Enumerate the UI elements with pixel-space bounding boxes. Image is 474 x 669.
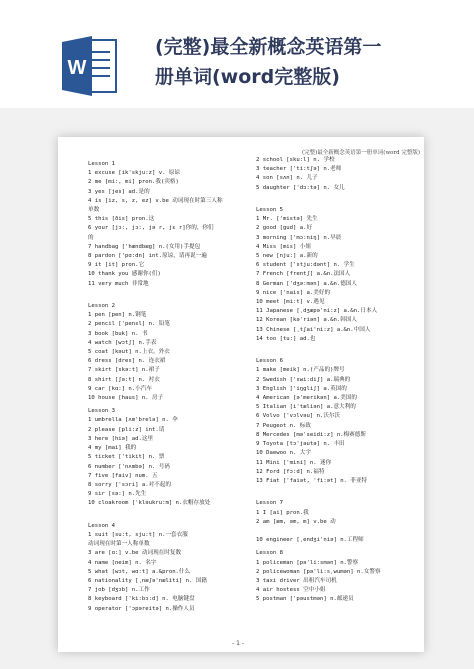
vocabulary-line: 3 book [buk] n. 书 xyxy=(88,330,148,337)
vocabulary-line: 4 is [iz, s, z, ez] v.be 动词现在时第三人称 xyxy=(88,197,223,204)
vocabulary-line: 2 please [pli:z] int.请 xyxy=(88,426,165,433)
vocabulary-line: 9 sir [sə:] n.先生 xyxy=(88,491,147,498)
vocabulary-line: 9 it [it] pron.它 xyxy=(88,262,145,269)
vocabulary-line: 7 handbag ['hændbæg] n.(女用)手提包 xyxy=(88,243,201,250)
vocabulary-line: 1 pen [pen] n.钢笔 xyxy=(88,312,147,319)
vocabulary-line: 1 excuse [ik'skju:z] v. 原谅 xyxy=(88,170,181,177)
vocabulary-column-left xyxy=(88,156,250,614)
title-banner xyxy=(0,0,474,108)
vocabulary-line: 7 Peugeot n. 标致 xyxy=(256,422,311,429)
vocabulary-line: 8 German ['dʒə:mən] a.&n.德国人 xyxy=(256,280,357,287)
svg-text:W: W xyxy=(67,57,87,79)
vocabulary-line: 1 Mr. ['mistə] 先生 xyxy=(256,216,318,223)
vocabulary-line: 动词现在时第一人称单数 xyxy=(88,541,150,548)
vocabulary-line: 1 suit [su:t, sju:t] n.一套衣服 xyxy=(88,531,188,538)
vocabulary-line: 3 teacher ['ti:tʃə] n.老师 xyxy=(256,166,342,173)
vocabulary-line: 7 French [frentʃ] a.&n.法国人 xyxy=(256,271,351,278)
lesson-heading: Lesson 5 xyxy=(256,207,283,214)
vocabulary-line: 1 I [ai] pron.我 xyxy=(256,509,309,516)
vocabulary-line xyxy=(256,193,424,202)
vocabulary-line: 3 yes [jes] ad.是的 xyxy=(88,188,150,195)
vocabulary-line: 2 pencil ['pensl] n. 铅笔 xyxy=(88,321,170,328)
vocabulary-line: 11 very much 非常地 xyxy=(88,280,149,287)
vocabulary-line: 1 umbrella [ʌm'brelə] n. 伞 xyxy=(88,417,178,424)
vocabulary-line: 12 Ford [fɔ:d] n.福特 xyxy=(256,468,325,475)
vocabulary-line: 5 postman ['pəustmən] n.邮递员 xyxy=(256,596,354,603)
vocabulary-line: 10 meet [mi:t] v.遇见 xyxy=(256,299,325,306)
vocabulary-line: 2 am [æm, əm, m] v.be 动 xyxy=(256,518,336,525)
vocabulary-line: 单数 xyxy=(88,207,100,214)
word-document-icon xyxy=(60,34,118,98)
vocabulary-line: 4 American [ə'merikən] a.美国的 xyxy=(256,395,357,402)
page-number: - 1 - xyxy=(232,640,244,647)
vocabulary-line: 10 house [haus] n. 房子 xyxy=(88,395,164,402)
vocabulary-line: 9 Toyota [tɔ'jəutə] n. 丰田 xyxy=(256,441,345,448)
vocabulary-line: 6 dress [dres] n. 连衣裙 xyxy=(88,358,166,365)
vocabulary-line: 14 too [tu:] ad.也 xyxy=(256,335,316,342)
vocabulary-line: 5 daughter ['dɔ:tə] n. 女儿 xyxy=(256,184,345,191)
vocabulary-line: 5 Italian [i'tæliən] a.意大利的 xyxy=(256,404,356,411)
lesson-heading: Lesson 6 xyxy=(256,358,283,365)
vocabulary-line: 6 nationality [ˌnæʃə'næliti] n. 国籍 xyxy=(88,577,207,584)
vocabulary-line: 2 good [gud] a.好 xyxy=(256,225,313,232)
vocabulary-line: 10 engineer [ˌendʒi'niə] n.工程师 xyxy=(256,537,364,544)
vocabulary-line: 10 thank you 感谢你(们) xyxy=(88,271,161,278)
page-header-note: (完整)最全新概念英语第一册单词(word 完整版) xyxy=(302,150,421,156)
vocabulary-line: 8 sorry ['sɔri] a.对不起的 xyxy=(88,481,171,488)
vocabulary-line: 9 nice ['nais] a.美好的 xyxy=(256,289,331,296)
vocabulary-line: 5 this [ðis] pron.这 xyxy=(88,216,155,223)
vocabulary-line: 9 car [kɑ:] n.小汽车 xyxy=(88,385,152,392)
vocabulary-line: 12 Korean [kə'riən] a.&n.韩国人 xyxy=(256,317,357,324)
vocabulary-line: 10 cloakroom ['kləukru:m] n.衣帽存放处 xyxy=(88,500,211,507)
vocabulary-line: 5 ticket ['tikit] n. 票 xyxy=(88,454,165,461)
vocabulary-line: 7 job [dʒɔb] n.工作 xyxy=(88,587,150,594)
vocabulary-line: 7 five [faiv] num. 五 xyxy=(88,472,158,479)
vocabulary-line: 4 watch [wɔtʃ] n.手表 xyxy=(88,339,157,346)
vocabulary-line: 1 make [meik] n.(产品的)牌号 xyxy=(256,367,345,374)
vocabulary-line: 6 student ['stju:dənt] n. 学生 xyxy=(256,262,355,269)
lesson-heading: Lesson 4 xyxy=(88,522,115,529)
vocabulary-line: 8 pardon ['pɑ:dn] int.原谅，请再说一遍 xyxy=(88,253,207,260)
lesson-heading: Lesson 3 xyxy=(88,408,115,415)
vocabulary-line: 3 here [hiə] ad.这里 xyxy=(88,435,154,442)
vocabulary-line: 6 your [jɔ:, jɔ:, jə r, jɛ r]你的，你们 xyxy=(88,225,214,232)
lesson-heading: Lesson 2 xyxy=(88,303,115,310)
vocabulary-line: 2 me [mi:, mi] pron.我(宾格) xyxy=(88,179,179,186)
lesson-heading: Lesson 8 xyxy=(256,550,283,557)
vocabulary-line: 的 xyxy=(88,234,94,241)
vocabulary-line: 2 school [sku:l] n. 学校 xyxy=(256,157,335,163)
vocabulary-line: 4 son [sʌn] n. 儿子 xyxy=(256,175,318,182)
vocabulary-line: 5 coat [kəut] n.上衣，外衣 xyxy=(88,349,170,356)
vocabulary-line xyxy=(256,527,424,536)
vocabulary-line: 4 air hostess 空中小姐 xyxy=(256,587,326,594)
vocabulary-line: 3 English ['iŋgliʃ] a.英国的 xyxy=(256,385,347,392)
vocabulary-line: 13 Fiat ['faiət, 'fi:ət] n. 菲亚特 xyxy=(256,477,368,484)
vocabulary-line: 10 Daewoo n. 大宇 xyxy=(256,450,311,457)
vocabulary-line: 8 Mercedes [mə'seidi:z] n.梅赛德斯 xyxy=(256,431,366,438)
lesson-heading: Lesson 7 xyxy=(256,500,283,507)
vocabulary-column-right xyxy=(256,156,424,605)
vocabulary-line xyxy=(88,289,250,298)
vocabulary-line: 11 Japanese [ˌdʒæpə'ni:z] a.&n.日本人 xyxy=(256,308,378,315)
vocabulary-line: 3 morning ['mɔ:niŋ] n.早晨 xyxy=(256,234,342,241)
vocabulary-line: 6 Volvo ['vɔlvəu] n.沃尔沃 xyxy=(256,413,341,420)
vocabulary-line: 5 new [nju:] a.新的 xyxy=(256,253,318,260)
vocabulary-line: 3 taxi driver 出租汽车司机 xyxy=(256,577,337,584)
vocabulary-line: 9 operator ['ɔpəreitə] n.操作人员 xyxy=(88,605,195,612)
vocabulary-line: 3 are [ɑ:] v.be 动词现在时复数 xyxy=(88,550,182,557)
title-line-2: 册单词(word完整版) xyxy=(155,66,340,88)
vocabulary-line: 2 policewoman [pə'li:sˌwumən] n.女警察 xyxy=(256,568,381,575)
vocabulary-line: 6 number ['nʌmbə] n. 号码 xyxy=(88,463,170,470)
vocabulary-line: 11 Mini ['mini] n. 迷你 xyxy=(256,459,332,466)
vocabulary-line: 4 my [mai] 我的 xyxy=(88,445,137,452)
vocabulary-line: 2 Swedish ['swi:diʃ] a.瑞典的 xyxy=(256,376,351,383)
vocabulary-line: 8 shirt [ʃə:t] n. 衬衣 xyxy=(88,376,160,383)
title-line-1: (完整)最全新概念英语第一 xyxy=(155,36,382,58)
vocabulary-line xyxy=(88,509,250,518)
vocabulary-line: 8 keyboard ['ki:bɔ:d] n. 电脑键盘 xyxy=(88,596,195,603)
lesson-heading: Lesson 1 xyxy=(88,161,115,167)
vocabulary-line: 4 Miss [mis] 小姐 xyxy=(256,243,311,250)
vocabulary-line: 5 what [wɔt, wɑ:t] a.&pron.什么 xyxy=(88,568,191,575)
vocabulary-line xyxy=(256,344,424,353)
vocabulary-line: 7 skirt [skə:t] n.裙子 xyxy=(88,367,160,374)
vocabulary-line: 4 name [neim] n. 名字 xyxy=(88,559,157,566)
vocabulary-line: 13 Chinese [ˌtʃai'ni:z] a.&n.中国人 xyxy=(256,326,371,333)
document-title xyxy=(155,32,455,92)
vocabulary-line: 1 policeman [pə'li:smən] n.警察 xyxy=(256,559,359,566)
vocabulary-line xyxy=(256,486,424,495)
